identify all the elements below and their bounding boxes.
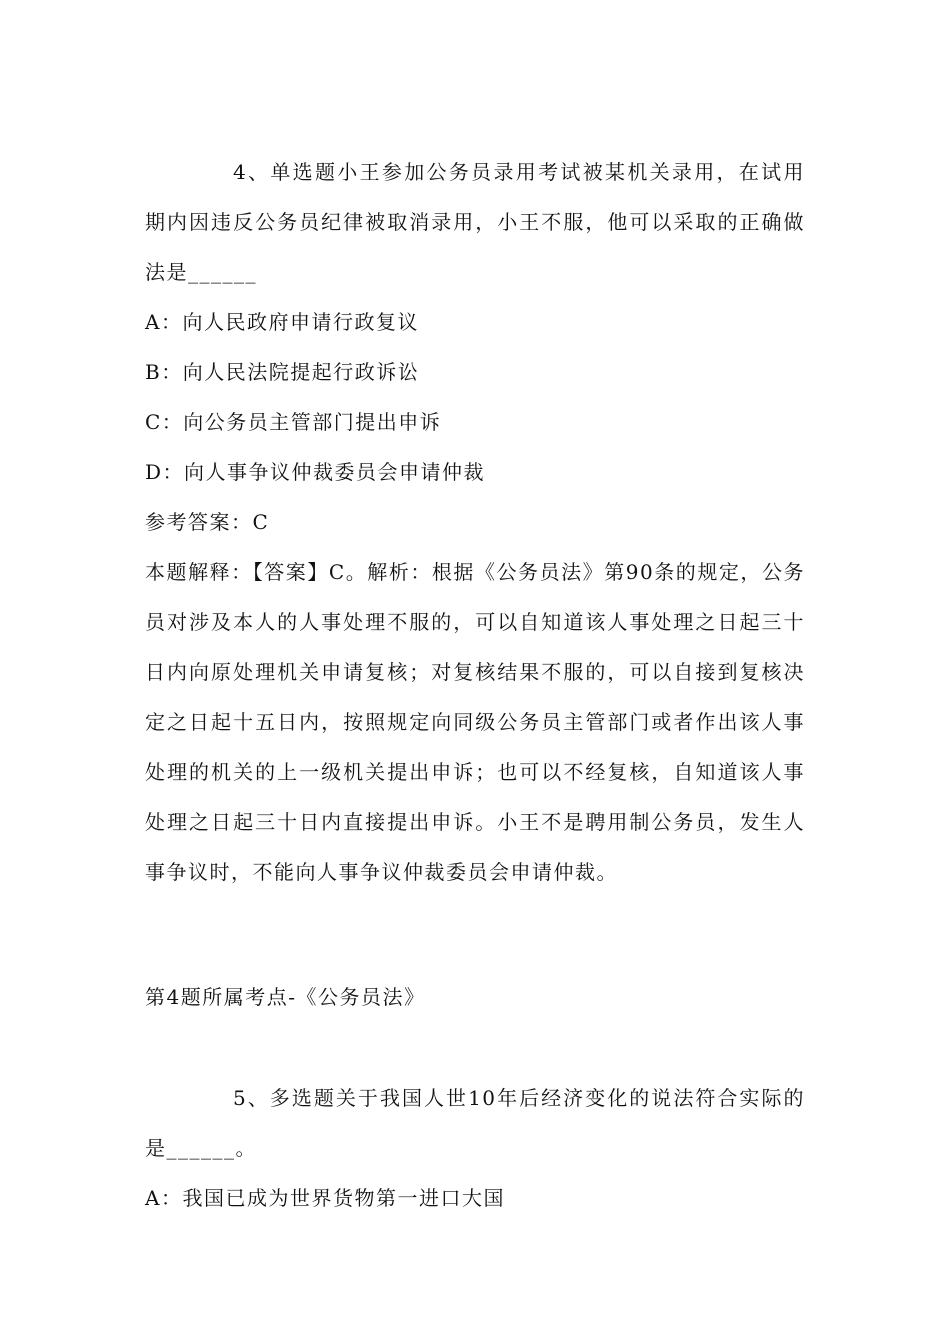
question-4-stem: 4、单选题小王参加公务员录用考试被某机关录用，在试用期内因违反公务员纪律被取消录用，小王不服，他可以采取的正确做法是______ xyxy=(145,160,805,284)
question-5 xyxy=(145,1073,805,1223)
question-5-option-a: A：我国已成为世界货物第一进口大国 xyxy=(145,1186,505,1210)
question-4-explanation: 本题解释：【答案】C。解析：根据《公务员法》第90条的规定，公务员对涉及本人的人事处理不服的，可以自知道该人事处理之日起三十日内向原处理机关申请复核；对复核结果不服的，可以自接到复核决定之日起十五日内，按照规定向同级公务员主管部门或者作出该人事处理的机关的上一级机关提出申诉；也可以不经复核，自知道该人事处理之日起三十日内直接提出申诉。小王不是聘用制公务员，发生人事争议时，不能向人事争议仲裁委员会申请仲裁。 xyxy=(145,560,805,884)
question-4-answer: 参考答案：C xyxy=(145,510,270,534)
question-5-stem: 5、多选题关于我国人世10年后经济变化的说法符合实际的是______。 xyxy=(145,1086,805,1160)
question-4-option-c: C：向公务员主管部门提出申诉 xyxy=(145,410,442,434)
question-4 xyxy=(145,147,805,897)
question-4-option-d: D：向人事争议仲裁委员会申请仲裁 xyxy=(145,460,486,484)
question-4-topic: 第4题所属考点-《公务员法》 xyxy=(145,985,426,1009)
question-4-topic-block xyxy=(145,972,805,1022)
question-4-option-b: B：向人民法院提起行政诉讼 xyxy=(145,360,420,384)
question-4-option-a: A：向人民政府申请行政复议 xyxy=(145,310,419,334)
